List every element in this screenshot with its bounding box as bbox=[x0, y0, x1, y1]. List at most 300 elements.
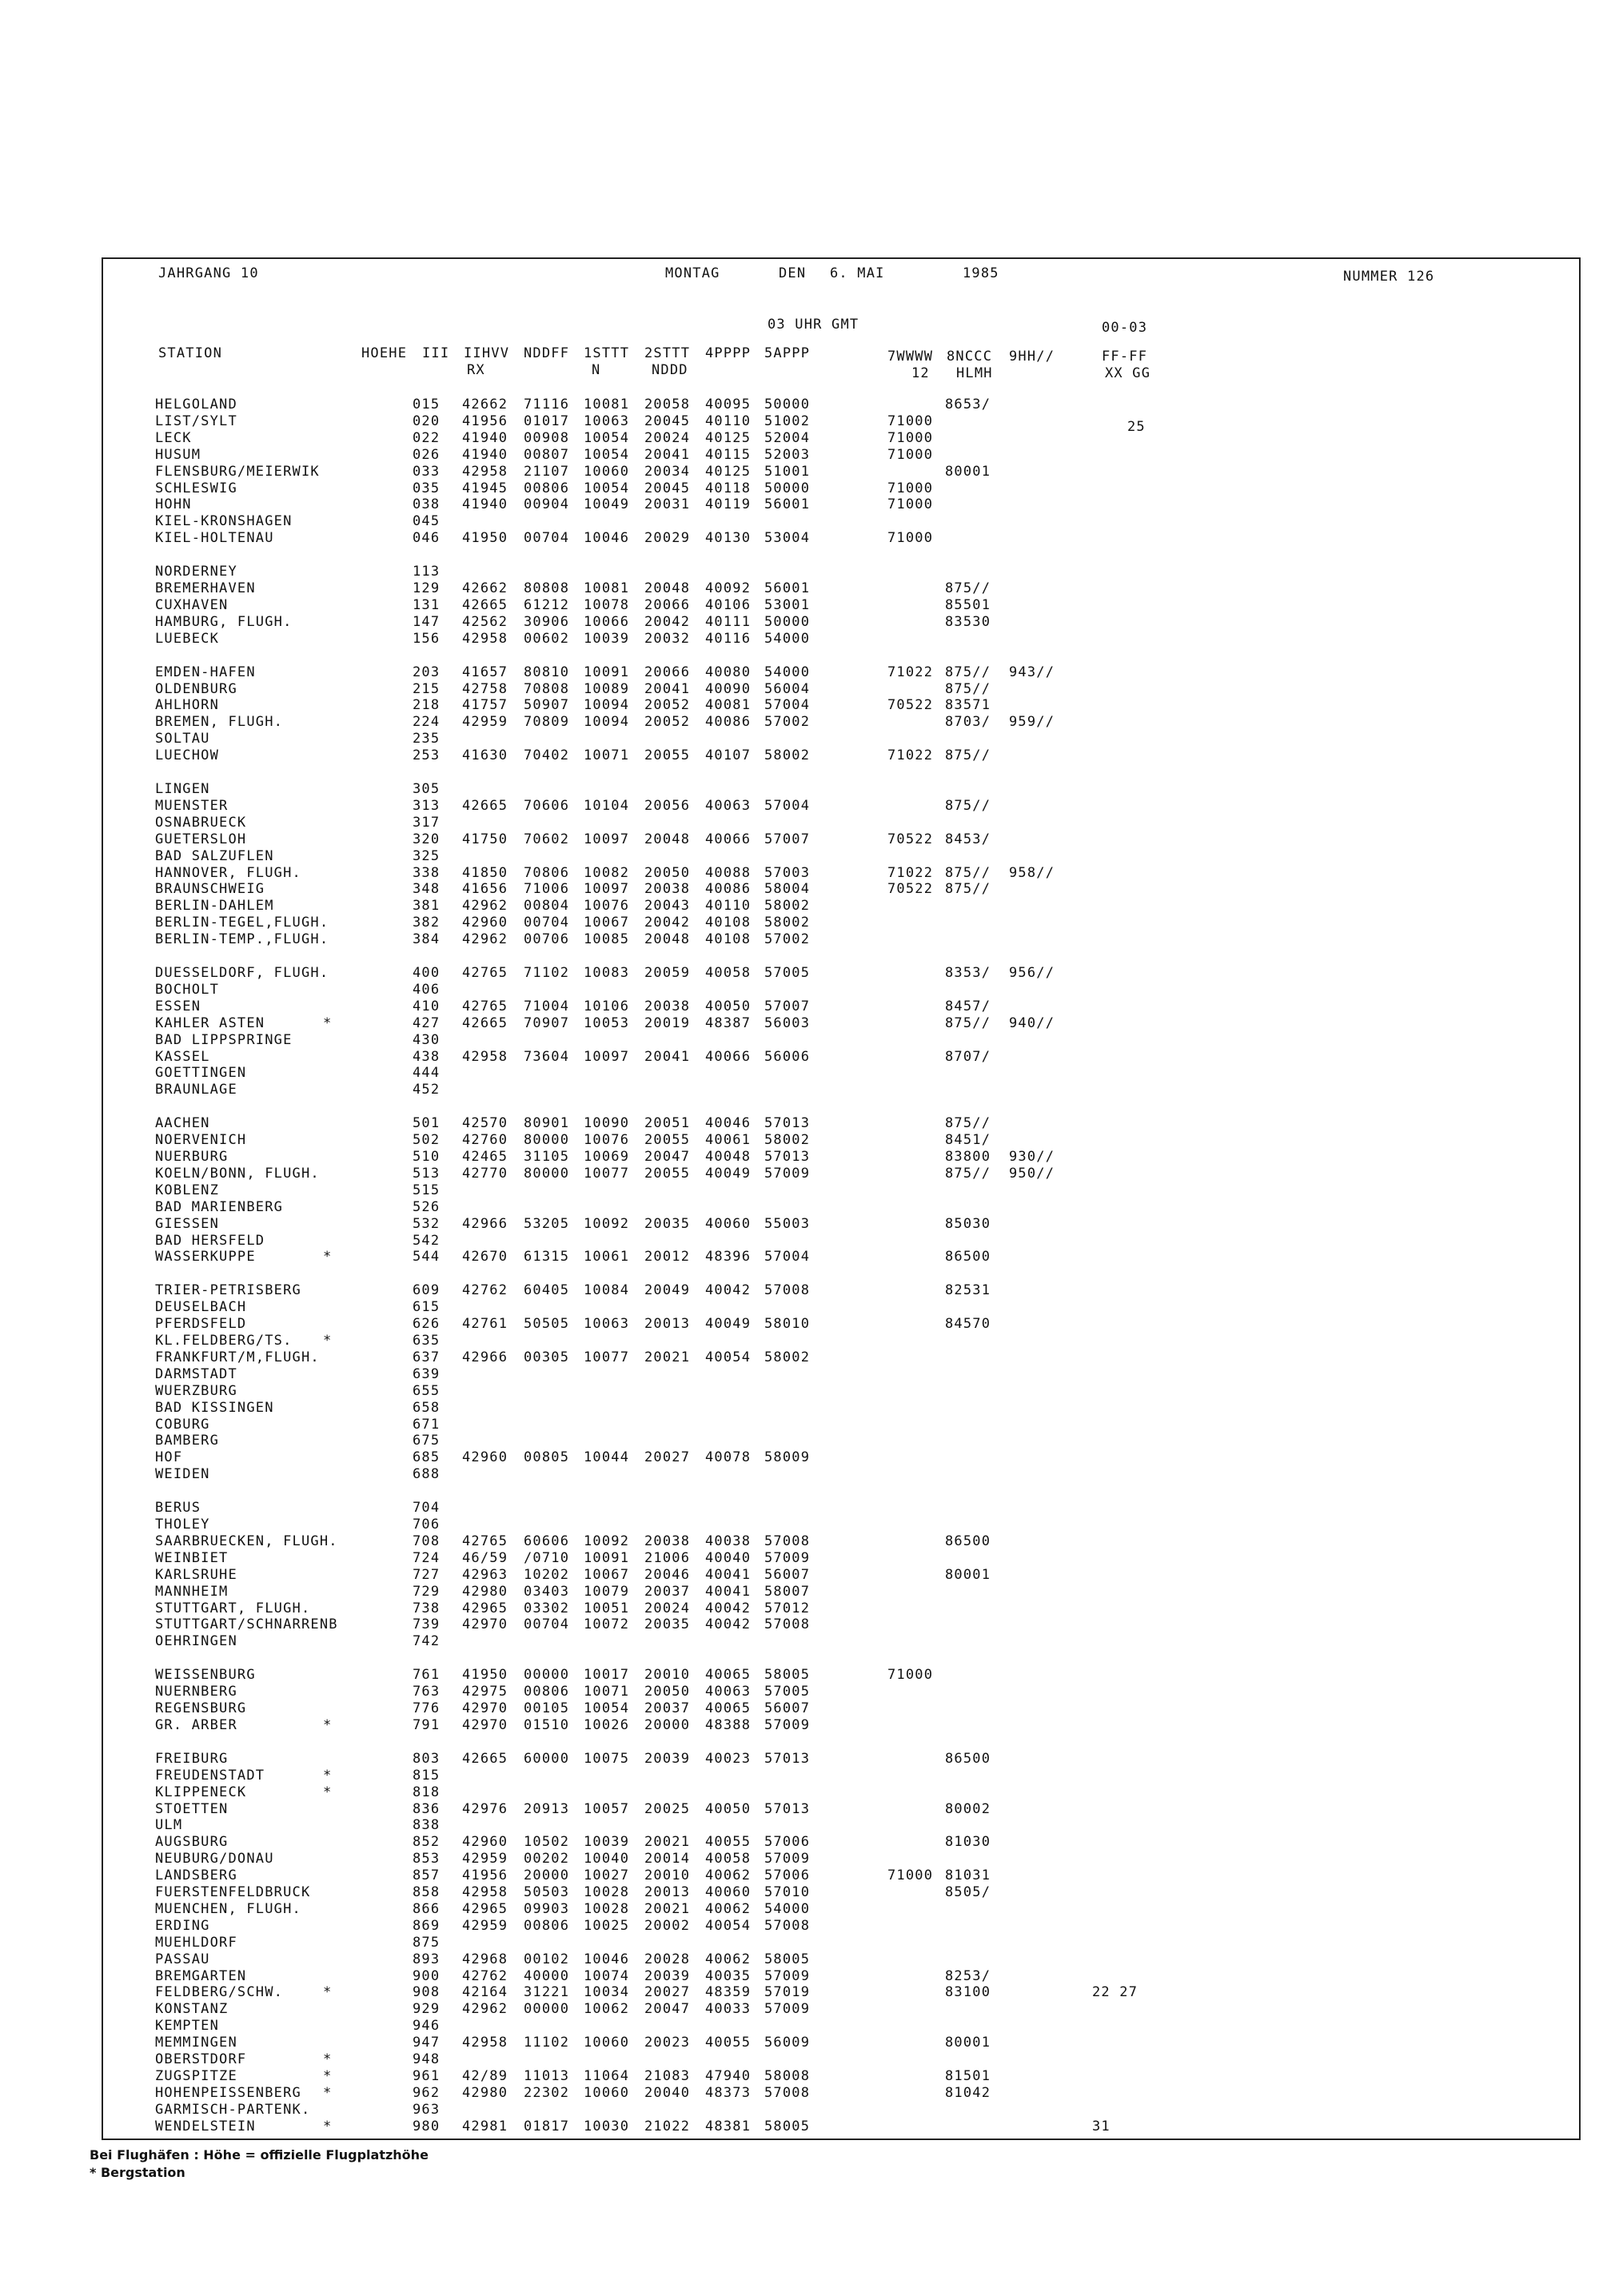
cell-2sttt: 20002 bbox=[644, 1917, 691, 1934]
cell-iii: 704 bbox=[413, 1500, 441, 1517]
cell-2sttt: 20042 bbox=[644, 915, 691, 931]
cell-1sttt: 10063 bbox=[584, 413, 630, 429]
cell-iii: 452 bbox=[413, 1082, 441, 1098]
cell-station-name: HELGOLAND bbox=[155, 397, 237, 413]
cell-iii: 635 bbox=[413, 1333, 441, 1349]
cell-8nccc: 85501 bbox=[945, 596, 991, 613]
cell-4pppp: 40042 bbox=[705, 1282, 752, 1299]
cell-iii: 131 bbox=[413, 596, 441, 613]
cell-8nccc: 8353/ bbox=[945, 965, 991, 981]
cell-station-name: KL.FELDBERG/TS. bbox=[155, 1333, 293, 1349]
cell-7wwww: 71000 bbox=[887, 446, 934, 463]
col-station: STATION bbox=[158, 345, 223, 361]
cell-5appp: 58005 bbox=[764, 2118, 811, 2135]
cell-4pppp: 40110 bbox=[705, 413, 752, 429]
cell-station-name: BAD KISSINGEN bbox=[155, 1399, 274, 1416]
cell-4pppp: 48359 bbox=[705, 1984, 752, 2001]
cell-iii: 900 bbox=[413, 1967, 441, 1984]
cell-8nccc: 875// bbox=[945, 580, 991, 596]
col-2sttt-sub: NDDD bbox=[652, 362, 688, 378]
cell-2sttt: 20059 bbox=[644, 965, 691, 981]
cell-5appp: 56001 bbox=[764, 580, 811, 596]
cell-station-name: BAD HERSFELD bbox=[155, 1232, 265, 1249]
cell-nddff: 80000 bbox=[524, 1165, 570, 1182]
cell-8nccc: 81031 bbox=[945, 1867, 991, 1884]
cell-station-name: BOCHOLT bbox=[155, 981, 220, 998]
col-hoehe: HOEHE bbox=[361, 345, 408, 361]
cell-nddff: 80810 bbox=[524, 664, 570, 680]
cell-5appp: 56007 bbox=[764, 1566, 811, 1583]
cell-5appp: 56004 bbox=[764, 680, 811, 697]
col-ff-sub: XX GG bbox=[1105, 365, 1151, 381]
cell-station-name: MUENCHEN, FLUGH. bbox=[155, 1900, 301, 1917]
cell-1sttt: 10017 bbox=[584, 1667, 630, 1684]
cell-5appp: 55003 bbox=[764, 1215, 811, 1232]
cell-1sttt: 10057 bbox=[584, 1800, 630, 1817]
cell-4pppp: 40054 bbox=[705, 1349, 752, 1365]
cell-7wwww: 71022 bbox=[887, 664, 934, 680]
cell-iihvv: 42670 bbox=[462, 1249, 508, 1266]
cell-iii: 502 bbox=[413, 1132, 441, 1149]
cell-iihvv: 42970 bbox=[462, 1700, 508, 1716]
cell-nddff: 20913 bbox=[524, 1800, 570, 1817]
cell-ff-gg: 31 bbox=[1092, 2118, 1111, 2135]
cell-4pppp: 40061 bbox=[705, 1132, 752, 1149]
cell-iihvv: 42760 bbox=[462, 1132, 508, 1149]
cell-4pppp: 40125 bbox=[705, 429, 752, 446]
cell-station-name: KIEL-HOLTENAU bbox=[155, 530, 274, 547]
cell-1sttt: 10028 bbox=[584, 1884, 630, 1900]
cell-4pppp: 40062 bbox=[705, 1900, 752, 1917]
cell-5appp: 57009 bbox=[764, 1967, 811, 1984]
col-7wwww-sub: 12 bbox=[911, 365, 930, 381]
cell-iii: 875 bbox=[413, 1934, 441, 1951]
cell-1sttt: 10084 bbox=[584, 1282, 630, 1299]
cell-5appp: 57005 bbox=[764, 1684, 811, 1700]
cell-5appp: 57012 bbox=[764, 1600, 811, 1616]
cell-nddff: 00908 bbox=[524, 429, 570, 446]
cell-1sttt: 10025 bbox=[584, 1917, 630, 1934]
cell-station-name: MUENSTER bbox=[155, 797, 229, 814]
cell-2sttt: 20029 bbox=[644, 530, 691, 547]
cell-station-name: HOHENPEISSENBERG bbox=[155, 2084, 301, 2101]
cell-station-name: TRIER-PETRISBERG bbox=[155, 1282, 301, 1299]
cell-2sttt: 20021 bbox=[644, 1834, 691, 1851]
cell-1sttt: 10091 bbox=[584, 664, 630, 680]
cell-1sttt: 10039 bbox=[584, 630, 630, 647]
cell-2sttt: 20014 bbox=[644, 1851, 691, 1867]
cell-station-name: AUGSBURG bbox=[155, 1834, 229, 1851]
cell-5appp: 51002 bbox=[764, 413, 811, 429]
cell-4pppp: 40086 bbox=[705, 881, 752, 898]
cell-4pppp: 40040 bbox=[705, 1549, 752, 1566]
cell-nddff: 00000 bbox=[524, 2001, 570, 2018]
cell-8nccc: 875// bbox=[945, 747, 991, 764]
cell-nddff: 70402 bbox=[524, 747, 570, 764]
cell-station-name: DUESSELDORF, FLUGH. bbox=[155, 965, 329, 981]
cell-1sttt: 10060 bbox=[584, 2035, 630, 2051]
cell-iii: 129 bbox=[413, 580, 441, 596]
col-4pppp: 4PPPP bbox=[705, 345, 752, 361]
cell-2sttt: 20066 bbox=[644, 596, 691, 613]
cell-iii: 020 bbox=[413, 413, 441, 429]
cell-station-name: STUTTGART, FLUGH. bbox=[155, 1600, 311, 1616]
cell-iii: 637 bbox=[413, 1349, 441, 1365]
cell-5appp: 57008 bbox=[764, 1533, 811, 1549]
cell-station-name: SCHLESWIG bbox=[155, 480, 237, 496]
cell-station-name: HOHN bbox=[155, 496, 192, 513]
cell-1sttt: 10040 bbox=[584, 1851, 630, 1867]
cell-8nccc: 83800 bbox=[945, 1149, 991, 1165]
cell-iii: 946 bbox=[413, 2018, 441, 2035]
cell-nddff: 80000 bbox=[524, 1132, 570, 1149]
cell-2sttt: 20012 bbox=[644, 1249, 691, 1266]
cell-station-name: EMDEN-HAFEN bbox=[155, 664, 256, 680]
den-label: DEN bbox=[779, 265, 807, 281]
cell-iii: 963 bbox=[413, 2101, 441, 2118]
time-range: 00-03 bbox=[1102, 320, 1148, 336]
cell-8nccc: 8505/ bbox=[945, 1884, 991, 1900]
cell-4pppp: 40062 bbox=[705, 1951, 752, 1967]
cell-1sttt: 10072 bbox=[584, 1616, 630, 1633]
cell-2sttt: 20042 bbox=[644, 613, 691, 630]
cell-8nccc: 8253/ bbox=[945, 1967, 991, 1984]
cell-1sttt: 10076 bbox=[584, 898, 630, 915]
cell-iihvv: 42665 bbox=[462, 596, 508, 613]
cell-station-name: MEMMINGEN bbox=[155, 2035, 237, 2051]
cell-station-name: ESSEN bbox=[155, 998, 201, 1014]
cell-station-name: DEUSELBACH bbox=[155, 1299, 247, 1316]
cell-iihvv: 42970 bbox=[462, 1616, 508, 1633]
cell-mountain-marker: * bbox=[323, 2118, 333, 2135]
cell-iihvv: 41757 bbox=[462, 697, 508, 714]
cell-5appp: 57007 bbox=[764, 998, 811, 1014]
cell-iii: 384 bbox=[413, 931, 441, 948]
cell-iii: 035 bbox=[413, 480, 441, 496]
cell-1sttt: 10039 bbox=[584, 1834, 630, 1851]
cell-2sttt: 20034 bbox=[644, 463, 691, 480]
cell-5appp: 57013 bbox=[764, 1115, 811, 1132]
cell-1sttt: 10075 bbox=[584, 1750, 630, 1767]
col-8nccc-sub: HLMH bbox=[956, 365, 993, 381]
cell-iihvv: 42965 bbox=[462, 1600, 508, 1616]
cell-2sttt: 20021 bbox=[644, 1900, 691, 1917]
cell-iii: 853 bbox=[413, 1851, 441, 1867]
cell-iii: 218 bbox=[413, 697, 441, 714]
cell-station-name: AHLHORN bbox=[155, 697, 220, 714]
cell-5appp: 57013 bbox=[764, 1800, 811, 1817]
cell-5appp: 58008 bbox=[764, 2067, 811, 2084]
cell-1sttt: 10054 bbox=[584, 446, 630, 463]
cell-station-name: AACHEN bbox=[155, 1115, 210, 1132]
cell-4pppp: 40048 bbox=[705, 1149, 752, 1165]
col-7wwww: 7WWWW bbox=[887, 349, 934, 365]
cell-7wwww: 71000 bbox=[887, 530, 934, 547]
cell-1sttt: 10071 bbox=[584, 1684, 630, 1700]
cell-iii: 147 bbox=[413, 613, 441, 630]
cell-1sttt: 10034 bbox=[584, 1984, 630, 2001]
cell-nddff: 00000 bbox=[524, 1667, 570, 1684]
cell-station-name: STOETTEN bbox=[155, 1800, 229, 1817]
cell-2sttt: 20038 bbox=[644, 881, 691, 898]
cell-nddff: 09903 bbox=[524, 1900, 570, 1917]
cell-8nccc: 875// bbox=[945, 664, 991, 680]
cell-iii: 961 bbox=[413, 2067, 441, 2084]
cell-5appp: 57008 bbox=[764, 2084, 811, 2101]
cell-8nccc: 875// bbox=[945, 864, 991, 881]
cell-2sttt: 20027 bbox=[644, 1449, 691, 1466]
cell-iii: 406 bbox=[413, 981, 441, 998]
cell-5appp: 57009 bbox=[764, 1851, 811, 1867]
cell-8nccc: 80001 bbox=[945, 463, 991, 480]
cell-iihvv: 42962 bbox=[462, 2001, 508, 2018]
cell-1sttt: 10071 bbox=[584, 747, 630, 764]
cell-nddff: 00704 bbox=[524, 915, 570, 931]
cell-iii: 532 bbox=[413, 1215, 441, 1232]
cell-2sttt: 20050 bbox=[644, 864, 691, 881]
cell-nddff: 60606 bbox=[524, 1533, 570, 1549]
cell-9hh: 930// bbox=[1009, 1149, 1055, 1165]
cell-iii: 791 bbox=[413, 1716, 441, 1733]
cell-4pppp: 40115 bbox=[705, 446, 752, 463]
cell-4pppp: 40108 bbox=[705, 915, 752, 931]
cell-1sttt: 10053 bbox=[584, 1014, 630, 1031]
cell-iii: 708 bbox=[413, 1533, 441, 1549]
cell-iihvv: 41750 bbox=[462, 831, 508, 847]
cell-5appp: 56007 bbox=[764, 1700, 811, 1716]
cell-station-name: HUSUM bbox=[155, 446, 201, 463]
cell-8nccc: 8453/ bbox=[945, 831, 991, 847]
cell-iihvv: 42465 bbox=[462, 1149, 508, 1165]
cell-iii: 836 bbox=[413, 1800, 441, 1817]
cell-station-name: COBURG bbox=[155, 1416, 210, 1433]
cell-1sttt: 10097 bbox=[584, 831, 630, 847]
cell-iihvv: 41656 bbox=[462, 881, 508, 898]
cell-1sttt: 10097 bbox=[584, 881, 630, 898]
cell-nddff: 00704 bbox=[524, 530, 570, 547]
cell-7wwww: 71000 bbox=[887, 1667, 934, 1684]
cell-2sttt: 20041 bbox=[644, 680, 691, 697]
cell-iihvv: 41630 bbox=[462, 747, 508, 764]
cell-station-name: OSNABRUECK bbox=[155, 814, 247, 831]
cell-2sttt: 20048 bbox=[644, 580, 691, 596]
cell-5appp: 51001 bbox=[764, 463, 811, 480]
cell-1sttt: 10028 bbox=[584, 1900, 630, 1917]
cell-iihvv: 41940 bbox=[462, 446, 508, 463]
cell-1sttt: 10069 bbox=[584, 1149, 630, 1165]
cell-mountain-marker: * bbox=[323, 1333, 333, 1349]
cell-5appp: 57003 bbox=[764, 864, 811, 881]
col-ff: FF-FF bbox=[1102, 349, 1148, 365]
cell-station-name: BAD LIPPSPRINGE bbox=[155, 1031, 293, 1048]
cell-nddff: 00806 bbox=[524, 480, 570, 496]
cell-2sttt: 20047 bbox=[644, 1149, 691, 1165]
cell-iihvv: 42962 bbox=[462, 898, 508, 915]
cell-8nccc: 875// bbox=[945, 1014, 991, 1031]
cell-1sttt: 10046 bbox=[584, 1951, 630, 1967]
cell-nddff: /0710 bbox=[524, 1549, 570, 1566]
cell-5appp: 54000 bbox=[764, 1900, 811, 1917]
cell-iihvv: 42662 bbox=[462, 397, 508, 413]
cell-station-name: HAMBURG, FLUGH. bbox=[155, 613, 293, 630]
cell-iii: 626 bbox=[413, 1316, 441, 1333]
cell-iihvv: 42980 bbox=[462, 2084, 508, 2101]
cell-iihvv: 42761 bbox=[462, 1316, 508, 1333]
cell-2sttt: 20058 bbox=[644, 397, 691, 413]
cell-2sttt: 20037 bbox=[644, 1700, 691, 1716]
cell-iihvv: 42960 bbox=[462, 1449, 508, 1466]
cell-station-name: NUERNBERG bbox=[155, 1684, 237, 1700]
cell-station-name: WASSERKUPPE bbox=[155, 1249, 256, 1266]
cell-iii: 305 bbox=[413, 781, 441, 797]
cell-iii: 313 bbox=[413, 797, 441, 814]
cell-4pppp: 40038 bbox=[705, 1533, 752, 1549]
cell-2sttt: 20066 bbox=[644, 664, 691, 680]
cell-7wwww: 71000 bbox=[887, 429, 934, 446]
cell-iihvv: 42665 bbox=[462, 1750, 508, 1767]
cell-nddff: 70808 bbox=[524, 680, 570, 697]
cell-nddff: 00105 bbox=[524, 1700, 570, 1716]
col-iihvv: IIHVV bbox=[464, 345, 510, 361]
cell-1sttt: 10067 bbox=[584, 915, 630, 931]
cell-iii: 542 bbox=[413, 1232, 441, 1249]
cell-1sttt: 10082 bbox=[584, 864, 630, 881]
cell-1sttt: 10026 bbox=[584, 1716, 630, 1733]
cell-ff-gg: 22 27 bbox=[1092, 1984, 1138, 2001]
cell-iihvv: 42960 bbox=[462, 1834, 508, 1851]
cell-8nccc: 8451/ bbox=[945, 1132, 991, 1149]
cell-4pppp: 40063 bbox=[705, 797, 752, 814]
cell-station-name: MANNHEIM bbox=[155, 1583, 229, 1600]
cell-nddff: 00804 bbox=[524, 898, 570, 915]
cell-nddff: 80901 bbox=[524, 1115, 570, 1132]
cell-iii: 908 bbox=[413, 1984, 441, 2001]
cell-4pppp: 48387 bbox=[705, 1014, 752, 1031]
cell-station-name: BAMBERG bbox=[155, 1433, 220, 1449]
cell-5appp: 57007 bbox=[764, 831, 811, 847]
cell-4pppp: 40049 bbox=[705, 1165, 752, 1182]
cell-station-name: BAD MARIENBERG bbox=[155, 1198, 284, 1215]
cell-iii: 513 bbox=[413, 1165, 441, 1182]
cell-station-name: FLENSBURG/MEIERWIK bbox=[155, 463, 320, 480]
cell-4pppp: 40050 bbox=[705, 998, 752, 1014]
cell-2sttt: 20050 bbox=[644, 1684, 691, 1700]
issue-number: NUMMER 126 bbox=[1343, 269, 1435, 285]
cell-1sttt: 10060 bbox=[584, 463, 630, 480]
cell-iii: 203 bbox=[413, 664, 441, 680]
cell-2sttt: 20031 bbox=[644, 496, 691, 513]
cell-station-name: BAD SALZUFLEN bbox=[155, 847, 274, 864]
cell-iii: 761 bbox=[413, 1667, 441, 1684]
cell-station-name: OBERSTDORF bbox=[155, 2051, 247, 2067]
cell-nddff: 00202 bbox=[524, 1851, 570, 1867]
cell-2sttt: 20013 bbox=[644, 1884, 691, 1900]
cell-1sttt: 10046 bbox=[584, 530, 630, 547]
cell-9hh: 958// bbox=[1009, 864, 1055, 881]
cell-4pppp: 40119 bbox=[705, 496, 752, 513]
cell-5appp: 52003 bbox=[764, 446, 811, 463]
cell-iihvv: 42966 bbox=[462, 1349, 508, 1365]
cell-5appp: 57009 bbox=[764, 2001, 811, 2018]
cell-2sttt: 20056 bbox=[644, 797, 691, 814]
cell-1sttt: 10079 bbox=[584, 1583, 630, 1600]
cell-iii: 510 bbox=[413, 1149, 441, 1165]
cell-4pppp: 40058 bbox=[705, 1851, 752, 1867]
cell-2sttt: 20023 bbox=[644, 2035, 691, 2051]
cell-iihvv: 42963 bbox=[462, 1566, 508, 1583]
cell-2sttt: 20048 bbox=[644, 931, 691, 948]
cell-nddff: 60405 bbox=[524, 1282, 570, 1299]
cell-4pppp: 40108 bbox=[705, 931, 752, 948]
cell-nddff: 30906 bbox=[524, 613, 570, 630]
cell-nddff: 11013 bbox=[524, 2067, 570, 2084]
cell-8nccc: 875// bbox=[945, 797, 991, 814]
cell-station-name: BERLIN-TEGEL,FLUGH. bbox=[155, 915, 329, 931]
cell-iihvv: 42958 bbox=[462, 2035, 508, 2051]
cell-4pppp: 40060 bbox=[705, 1884, 752, 1900]
cell-4pppp: 40066 bbox=[705, 831, 752, 847]
cell-station-name: KLIPPENECK bbox=[155, 1784, 247, 1800]
cell-station-name: THOLEY bbox=[155, 1517, 210, 1533]
cell-iii: 706 bbox=[413, 1517, 441, 1533]
cell-4pppp: 40049 bbox=[705, 1316, 752, 1333]
cell-2sttt: 21022 bbox=[644, 2118, 691, 2135]
cell-nddff: 73604 bbox=[524, 1048, 570, 1065]
cell-4pppp: 40046 bbox=[705, 1115, 752, 1132]
cell-station-name: NORDERNEY bbox=[155, 564, 237, 580]
cell-iihvv: 41657 bbox=[462, 664, 508, 680]
cell-nddff: 70907 bbox=[524, 1014, 570, 1031]
cell-iii: 727 bbox=[413, 1566, 441, 1583]
cell-5appp: 57002 bbox=[764, 714, 811, 731]
cell-nddff: 21107 bbox=[524, 463, 570, 480]
cell-station-name: KASSEL bbox=[155, 1048, 210, 1065]
cell-1sttt: 10049 bbox=[584, 496, 630, 513]
cell-2sttt: 21006 bbox=[644, 1549, 691, 1566]
cell-iii: 980 bbox=[413, 2118, 441, 2135]
cell-2sttt: 20046 bbox=[644, 1566, 691, 1583]
cell-iihvv: 42762 bbox=[462, 1967, 508, 1984]
cell-station-name: OLDENBURG bbox=[155, 680, 237, 697]
cell-iii: 544 bbox=[413, 1249, 441, 1266]
cell-8nccc: 81030 bbox=[945, 1834, 991, 1851]
cell-station-name: BERLIN-DAHLEM bbox=[155, 898, 274, 915]
cell-iihvv: 42962 bbox=[462, 931, 508, 948]
cell-4pppp: 48388 bbox=[705, 1716, 752, 1733]
cell-9hh: 943// bbox=[1009, 664, 1055, 680]
cell-station-name: REGENSBURG bbox=[155, 1700, 247, 1716]
cell-4pppp: 40023 bbox=[705, 1750, 752, 1767]
cell-8nccc: 875// bbox=[945, 1165, 991, 1182]
cell-5appp: 58002 bbox=[764, 1349, 811, 1365]
cell-1sttt: 10067 bbox=[584, 1566, 630, 1583]
cell-5appp: 58009 bbox=[764, 1449, 811, 1466]
cell-iihvv: 42981 bbox=[462, 2118, 508, 2135]
cell-2sttt: 20045 bbox=[644, 480, 691, 496]
cell-station-name: LIST/SYLT bbox=[155, 413, 237, 429]
cell-iihvv: 42/89 bbox=[462, 2067, 508, 2084]
col-5appp: 5APPP bbox=[764, 345, 811, 361]
cell-1sttt: 10097 bbox=[584, 1048, 630, 1065]
cell-1sttt: 10051 bbox=[584, 1600, 630, 1616]
cell-station-name: LINGEN bbox=[155, 781, 210, 797]
cell-iii: 444 bbox=[413, 1065, 441, 1082]
cell-5appp: 50000 bbox=[764, 613, 811, 630]
cell-1sttt: 10090 bbox=[584, 1115, 630, 1132]
cell-2sttt: 21083 bbox=[644, 2067, 691, 2084]
cell-5appp: 57010 bbox=[764, 1884, 811, 1900]
cell-4pppp: 40110 bbox=[705, 898, 752, 915]
